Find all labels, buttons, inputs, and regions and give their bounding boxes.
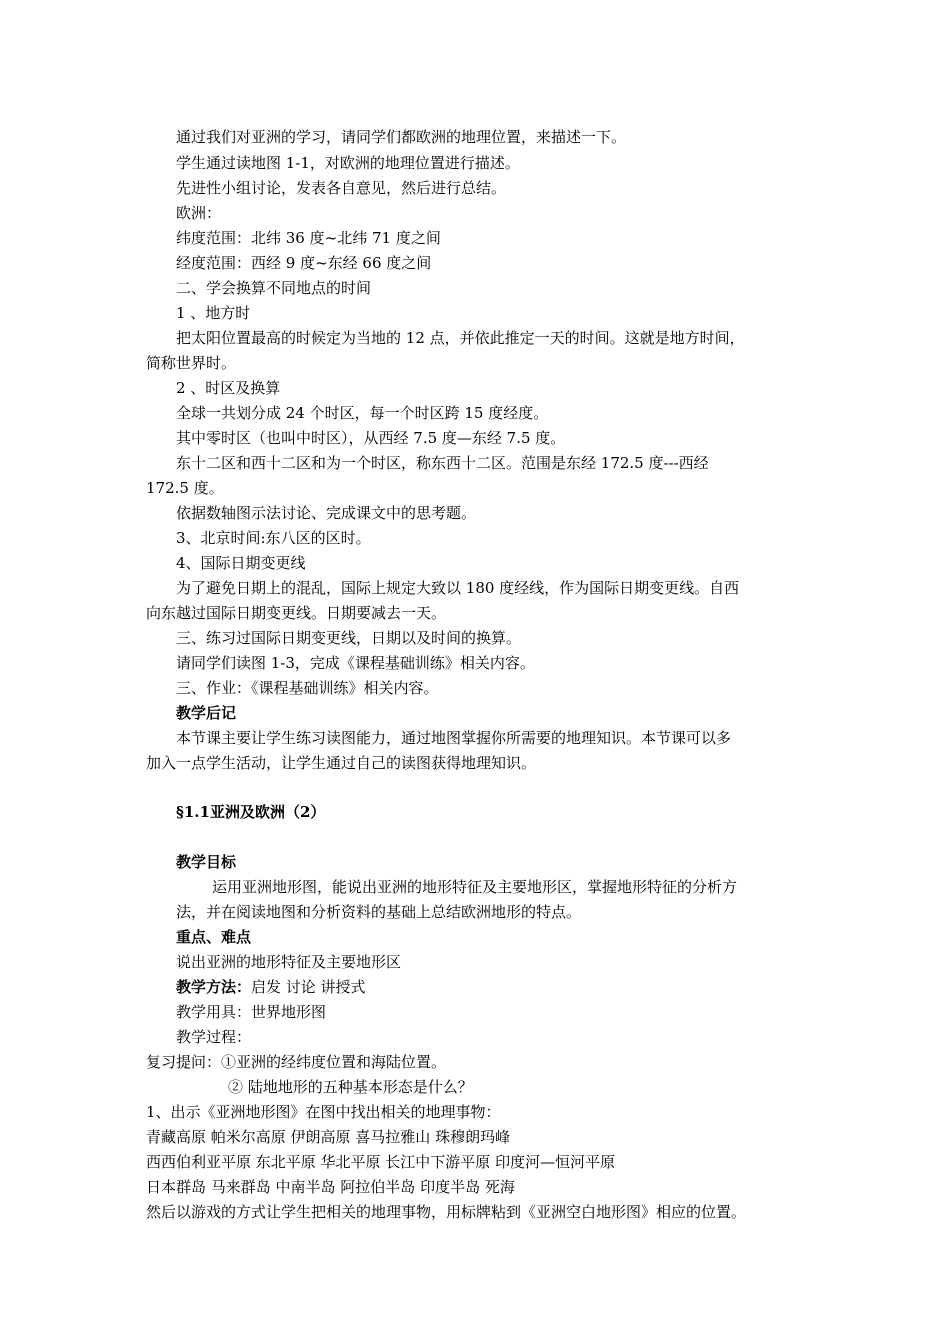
paragraph-line: 简称世界时。 [146, 354, 237, 372]
teaching-method-line [176, 978, 366, 996]
paragraph-line: 其中零时区（也叫中时区），从西经 7.5 度—东经 7.5 度。 [176, 429, 566, 447]
paragraph-line: 三、练习过国际日期变更线，日期以及时间的换算。 [176, 629, 522, 647]
paragraph-line: 本节课主要让学生练习读图能力，通过地图掌握你所需要的地理知识。本节课可以多 [176, 729, 732, 747]
paragraph-line: 教学过程： [176, 1028, 252, 1046]
paragraph-line: 复习提问：①亚洲的经纬度位置和海陆位置。 [146, 1053, 447, 1071]
paragraph-line: 1、出示《亚洲地形图》在图中找出相关的地理事物： [146, 1103, 501, 1121]
paragraph-line: 请同学们读图 1-3，完成《课程基础训练》相关内容。 [176, 654, 535, 672]
paragraph-line: 说出亚洲的地形特征及主要地形区 [176, 953, 402, 971]
paragraph-line: 为了避免日期上的混乱，国际上规定大致以 180 度经线，作为国际日期变更线。自西 [176, 579, 740, 597]
paragraph-line: 依据数轴图示法讨论、完成课文中的思考题。 [176, 504, 477, 522]
teaching-method-label: 教学方法： [176, 978, 252, 996]
paragraph-line: 东十二区和西十二区和为一个时区，称东西十二区。范围是东经 172.5 度---西经 [176, 454, 709, 472]
paragraph-line: ② 陆地地形的五种基本形态是什么？ [228, 1078, 473, 1096]
paragraph-line: 向东越过国际日期变更线。日期要减去一天。 [146, 604, 447, 622]
terms-list-line: 日本群岛 马来群岛 中南半岛 阿拉伯半岛 印度半岛 死海 [146, 1178, 515, 1196]
paragraph-line: 把太阳位置最高的时候定为当地的 12 点，并依此推定一天的时间。这就是地方时间， [176, 329, 745, 347]
paragraph-line: 学生通过读地图 1-1，对欧洲的地理位置进行描述。 [176, 154, 520, 172]
paragraph-line: 法，并在阅读地图和分析资料的基础上总结欧洲地形的特点。 [176, 903, 582, 921]
paragraph-line: 纬度范围：北纬 36 度~北纬 71 度之间 [176, 229, 441, 247]
subsection-heading: 2 、时区及换算 [176, 379, 281, 397]
paragraph-line: 运用亚洲地形图，能说出亚洲的地形特征及主要地形区，掌握地形特征的分析方 [212, 878, 738, 896]
heading-teaching-goals: 教学目标 [176, 853, 237, 871]
heading-key-points: 重点、难点 [176, 928, 252, 946]
lesson-title: §1.1亚洲及欧洲（2） [176, 803, 326, 821]
paragraph-line: 通过我们对亚洲的学习，请同学们都欧洲的地理位置，来描述一下。 [176, 128, 627, 146]
section-heading: 二、学会换算不同地点的时间 [176, 279, 372, 297]
paragraph-line: 欧洲： [176, 204, 222, 222]
paragraph-line: 3、北京时间:东八区的区时。 [176, 529, 371, 547]
heading-teaching-notes: 教学后记 [176, 704, 237, 722]
paragraph-line: 加入一点学生活动，让学生通过自己的读图获得地理知识。 [146, 754, 537, 772]
paragraph-line: 三、作业：《课程基础训练》相关内容。 [176, 679, 439, 697]
paragraph-line: 教学用具：世界地形图 [176, 1003, 327, 1021]
terms-list-line: 西西伯利亚平原 东北平原 华北平原 长江中下游平原 印度河—恒河平原 [146, 1153, 616, 1171]
paragraph-line: 全球一共划分成 24 个时区，每一个时区跨 15 度经度。 [176, 404, 549, 422]
paragraph-line: 然后以游戏的方式让学生把相关的地理事物，用标牌粘到《亚洲空白地形图》相应的位置。 [146, 1203, 747, 1221]
paragraph-line: 4、国际日期变更线 [176, 554, 306, 572]
teaching-method-value: 启发 讨论 讲授式 [251, 978, 366, 996]
paragraph-line: 经度范围：西经 9 度~东经 66 度之间 [176, 254, 432, 272]
paragraph-line: 先进性小组讨论，发表各自意见，然后进行总结。 [176, 179, 507, 197]
subsection-heading: 1 、地方时 [176, 304, 251, 322]
paragraph-line: 172.5 度。 [146, 479, 224, 497]
terms-list-line: 青藏高原 帕米尔高原 伊朗高原 喜马拉雅山 珠穆朗玛峰 [146, 1128, 511, 1146]
